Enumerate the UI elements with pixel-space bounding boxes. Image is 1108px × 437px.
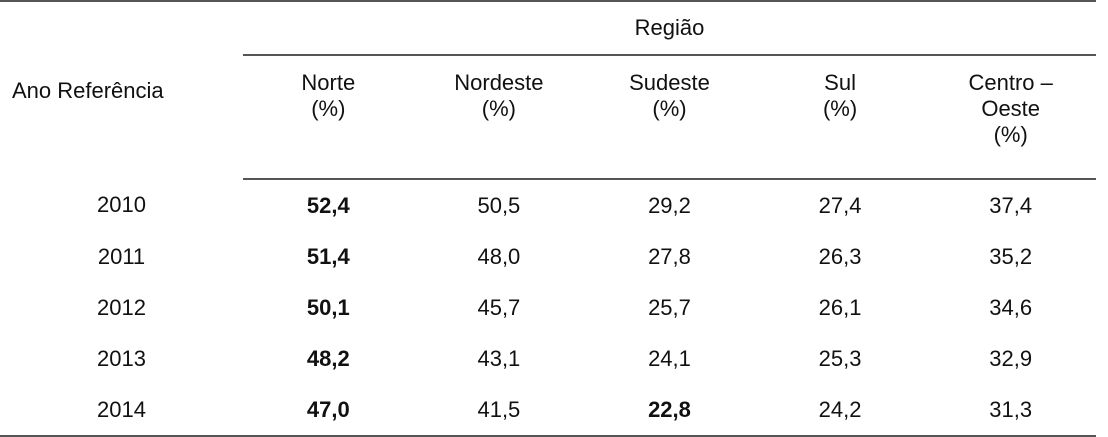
- column-header-nordeste: [414, 55, 585, 179]
- column-header-label: Sul (%): [822, 70, 858, 121]
- value-cell: 48,2: [306, 345, 350, 371]
- year-cell: 2013: [97, 345, 146, 371]
- column-header-label: Norte (%): [301, 70, 356, 121]
- value-cell: 51,4: [306, 243, 350, 269]
- column-header-label: Nordeste (%): [454, 70, 544, 121]
- value-cell: 50,5: [477, 192, 521, 218]
- value-cell: 34,6: [989, 294, 1033, 320]
- year-cell: 2012: [97, 294, 146, 320]
- value-cell: 45,7: [477, 294, 521, 320]
- value-cell: 52,4: [306, 192, 350, 218]
- value-cell: 31,3: [925, 384, 1096, 436]
- column-header-label: Centro – Oeste (%): [968, 70, 1053, 147]
- column-header-norte: [243, 55, 414, 179]
- value-cell: 41,5: [414, 384, 585, 436]
- column-header-label: Sudeste (%): [629, 70, 710, 121]
- value-cell: 47,0: [243, 384, 414, 436]
- table-row: [0, 333, 1096, 384]
- column-header-sul: [755, 55, 926, 179]
- value-cell: 22,8: [584, 384, 755, 436]
- value-cell: 25,7: [648, 294, 691, 320]
- value-cell: 26,1: [818, 294, 862, 320]
- value-cell: 48,0: [477, 243, 521, 269]
- value-cell: 27,8: [648, 243, 691, 269]
- value-cell: 29,2: [648, 192, 691, 218]
- table-row: [0, 179, 1096, 231]
- value-cell: 50,1: [306, 294, 350, 320]
- year-column-header: Ano Referência: [0, 1, 243, 179]
- value-cell: 27,4: [818, 192, 862, 218]
- value-cell: 24,2: [755, 384, 926, 436]
- year-cell: 2011: [97, 243, 146, 269]
- value-cell: 32,9: [989, 345, 1033, 371]
- year-cell: 2014: [0, 384, 243, 436]
- year-cell: 2010: [97, 192, 146, 217]
- value-cell: 35,2: [989, 243, 1033, 269]
- table-row: [0, 384, 1096, 436]
- value-cell: 25,3: [818, 345, 862, 371]
- column-header-centro-oeste: [925, 55, 1096, 179]
- value-cell: 43,1: [477, 345, 521, 371]
- value-cell: 26,3: [818, 243, 862, 269]
- value-cell: 37,4: [989, 192, 1033, 218]
- table-row: [0, 282, 1096, 333]
- region-group-header: Região: [243, 1, 1096, 55]
- column-header-sudeste: [584, 55, 755, 179]
- table-row: [0, 231, 1096, 282]
- value-cell: 24,1: [648, 345, 691, 371]
